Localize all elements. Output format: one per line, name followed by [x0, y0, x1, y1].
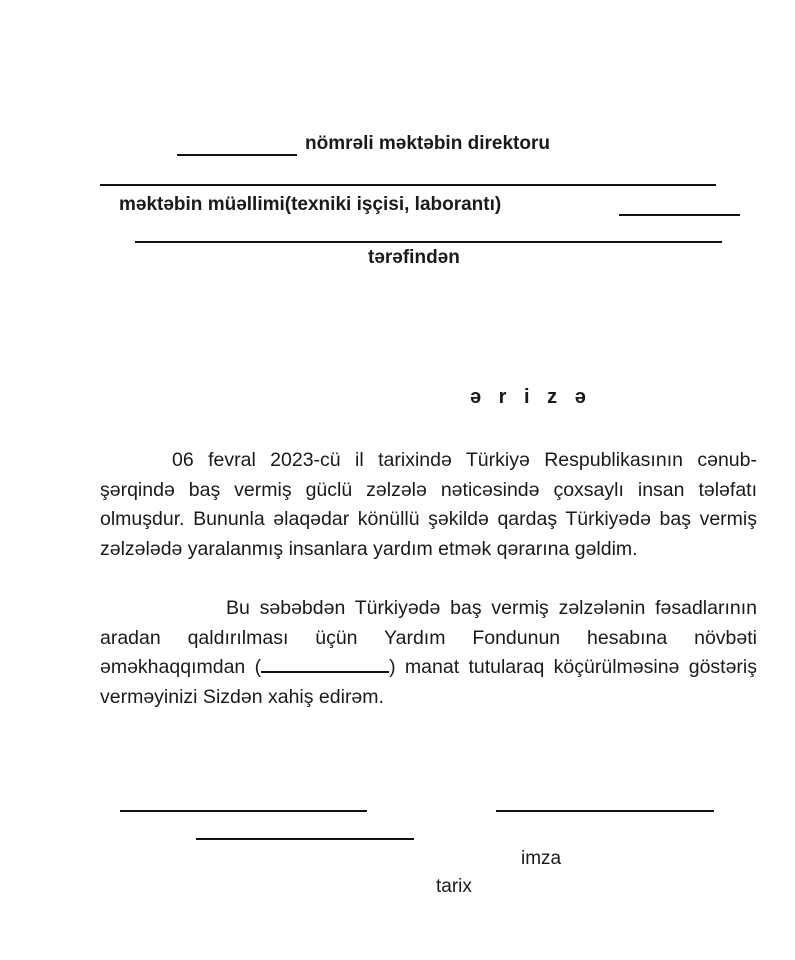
header-teacher-label: məktəbin müəllimi(texniki işçisi, laborantı) — [119, 194, 502, 215]
body-paragraph-2-part-a: Bu səbəbdən Türkiyədə baş vermiş zəlzələnin fəsadlarının aradan qaldırılması üçün Yardım Fondunun hesabına növbəti əməkhaqqımdan ( — [100, 597, 757, 678]
director-name-blank[interactable] — [100, 184, 716, 186]
header-by-label: tərəfindən — [368, 247, 460, 268]
body-paragraph-2 — [100, 594, 757, 712]
signature-label: imza — [521, 848, 562, 869]
signature-line-right[interactable] — [496, 810, 714, 812]
applicant-name-blank[interactable] — [135, 241, 722, 243]
date-label: tarix — [436, 876, 472, 897]
body-paragraph-1-text: 06 fevral 2023-cü il tarixində Türkiyə Respublikasının cənub-şərqində baş vermiş güclü zəlzələ nəticəsində çoxsaylı insan tələfatı olmuşdur. Bununla əlaqədar könüllü şəkildə qardaş Türkiyədə baş vermiş zəlzələdə yaralanmış insanlara yardım etmək qərarına gəldim. — [100, 449, 757, 560]
body-paragraph-1 — [100, 446, 757, 564]
document-title: ə r i z ə — [470, 386, 592, 408]
header-director-label: nömrəli məktəbin direktoru — [305, 133, 550, 154]
amount-blank[interactable] — [261, 653, 389, 673]
signature-name-line-left[interactable] — [120, 810, 367, 812]
date-line[interactable] — [196, 838, 414, 840]
body-paragraph-2-part-b: ) manat tutularaq köçürülməsinə göstəriş verməyinizi Sizdən xahiş edirəm. — [100, 656, 758, 708]
teacher-name-blank[interactable] — [619, 214, 740, 216]
body-paragraph-2-text — [100, 594, 757, 712]
school-number-blank[interactable] — [177, 154, 297, 156]
